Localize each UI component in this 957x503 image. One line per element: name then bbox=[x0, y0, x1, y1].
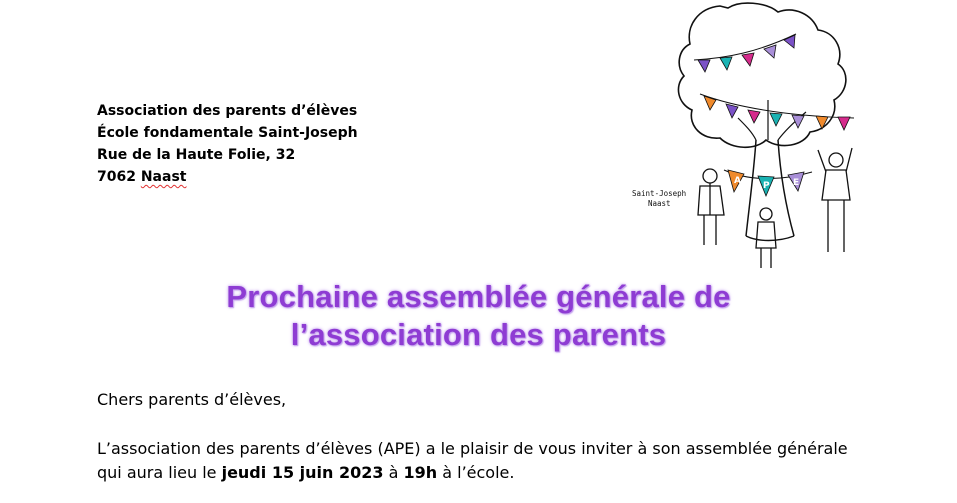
address-line-association: Association des parents d’élèves bbox=[97, 103, 358, 119]
invitation-paragraph bbox=[97, 437, 848, 485]
meeting-date: jeudi 15 juin 2023 bbox=[221, 463, 384, 482]
greeting: Chers parents d’élèves, bbox=[97, 390, 287, 409]
flag-purple-2 bbox=[764, 45, 776, 58]
title-line-1: Prochaine assemblée générale de bbox=[226, 279, 731, 314]
text-segment: à l’école. bbox=[437, 463, 515, 482]
text-segment: à bbox=[383, 463, 404, 482]
flag-a-letter: A bbox=[734, 176, 741, 186]
flag-lavender bbox=[792, 115, 804, 128]
ape-tree-logo bbox=[628, 0, 868, 272]
flag-orange-2 bbox=[816, 116, 828, 129]
document-title bbox=[0, 278, 957, 354]
flag-teal-2 bbox=[770, 113, 782, 126]
paragraph-line-2 bbox=[97, 461, 848, 485]
city-name: Naast bbox=[140, 169, 187, 185]
flag-teal bbox=[720, 57, 732, 70]
logo-label-line1: Saint-Joseph bbox=[632, 189, 687, 198]
flag-magenta bbox=[742, 53, 754, 66]
address-line-school: École fondamentale Saint-Joseph bbox=[97, 125, 358, 141]
flag-magenta-2 bbox=[748, 110, 760, 123]
flag-purple-4 bbox=[726, 104, 738, 118]
title-line-2: l’association des parents bbox=[290, 317, 667, 352]
flag-p-letter: P bbox=[763, 181, 770, 191]
logo-label-line2: Naast bbox=[648, 199, 671, 208]
address-line-city bbox=[97, 166, 358, 188]
paragraph-line-1: L’association des parents d’élèves (APE) a le plaisir de vous inviter à son assemblée générale bbox=[97, 439, 848, 458]
text-segment: qui aura lieu le bbox=[97, 463, 222, 482]
flag-purple bbox=[698, 60, 710, 72]
flag-orange bbox=[704, 96, 716, 110]
flag-magenta-3 bbox=[838, 117, 850, 130]
address-line-street: Rue de la Haute Folie, 32 bbox=[97, 147, 296, 163]
flag-e-letter: E bbox=[793, 178, 800, 188]
meeting-time: 19h bbox=[403, 463, 438, 482]
postal-code: 7062 bbox=[97, 169, 141, 185]
sender-address bbox=[97, 100, 358, 188]
